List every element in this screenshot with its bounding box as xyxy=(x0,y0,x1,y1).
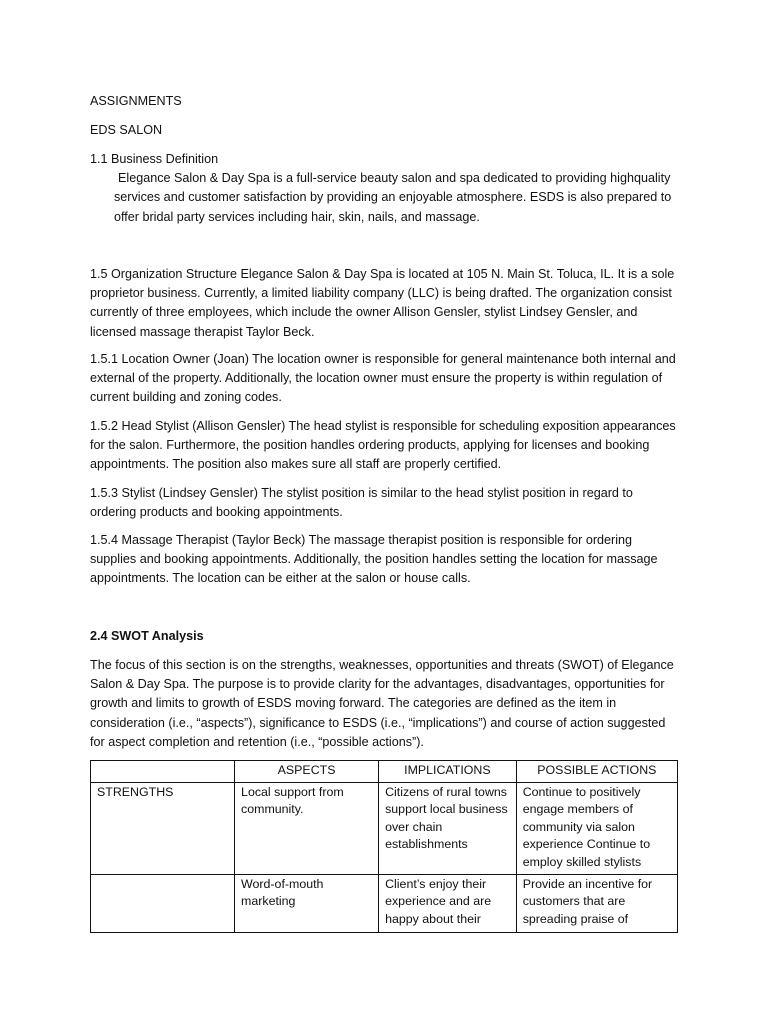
stylist-paragraph: 1.5.3 Stylist (Lindsey Gensler) The stylist position is similar to the head stylist position in regard to ordering products and booking appointments. xyxy=(90,486,633,520)
massage-therapist-paragraph: 1.5.4 Massage Therapist (Taylor Beck) The massage therapist position is responsible for ordering supplies and booking appointments. Additionally, the position handles setting the location for massage appointments. The location can be either at the salon or house calls. xyxy=(90,533,658,586)
header-cell-implications: IMPLICATIONS xyxy=(379,761,517,783)
business-definition-title: 1.1 Business Definition xyxy=(90,152,219,166)
table-cell-implication: Client’s enjoy their experience and are happy about their xyxy=(379,874,517,932)
header-cell-possible-actions: POSSIBLE ACTIONS xyxy=(516,761,677,783)
location-owner-paragraph: 1.5.1 Location Owner (Joan) The location owner is responsible for general maintenance both internal and external of the property. Additionally, the location owner must ensure the property is within regulation of current building and zoning codes. xyxy=(90,352,676,405)
business-definition-text: Elegance Salon & Day Spa is a full-service beauty salon and spa dedicated to providing highquality services and customer satisfaction by providing an enjoyable atmosphere. ESDS is also prepared to offer bridal party services including hair, skin, nails, and massage. xyxy=(114,171,672,224)
swot-intro-paragraph: The focus of this section is on the strengths, weaknesses, opportunities and threats (SWOT) of Elegance Salon & Day Spa. The purpose is to provide clarity for the advantages, disadvantages, opportunities for growth and limits to growth of ESDS moving forward. The categories are defined as the item in consideration (i.e., “aspects”), significance to ESDS (i.e., “implications”) and course of action suggested for aspect completion and retention (i.e., “possible actions”). xyxy=(90,658,674,749)
table-cell-category: STRENGTHS xyxy=(91,782,235,874)
table-cell-implication: Citizens of rural towns support local business over chain establishments xyxy=(379,782,517,874)
header-cell-aspects: ASPECTS xyxy=(235,761,379,783)
table-cell-aspect: Local support from community. xyxy=(235,782,379,874)
table-row xyxy=(91,874,678,932)
business-definition-section xyxy=(90,150,680,227)
header-cell-blank xyxy=(91,761,235,783)
table-cell-category xyxy=(91,874,235,932)
doc-heading-eds-salon: EDS SALON xyxy=(90,123,163,137)
table-row xyxy=(91,782,678,874)
swot-title: 2.4 SWOT Analysis xyxy=(90,629,204,643)
swot-table xyxy=(90,760,678,933)
table-cell-aspect: Word-of-mouth marketing xyxy=(235,874,379,932)
swot-table-header-row xyxy=(91,761,678,783)
head-stylist-paragraph: 1.5.2 Head Stylist (Allison Gensler) The head stylist is responsible for scheduling exposition appearances for the salon. Furthermore, the position handles ordering products, applying for licenses and booking appointments. The position also makes sure all staff are properly certified. xyxy=(90,419,676,472)
table-cell-action: Continue to positively engage members of community via salon experience Continue to employ skilled stylists xyxy=(516,782,677,874)
org-structure-paragraph: 1.5 Organization Structure Elegance Salon & Day Spa is located at 105 N. Main St. Toluca, IL. It is a sole proprietor business. Currently, a limited liability company (LLC) is being drafted. The organization consist currently of three employees, which include the owner Allison Gensler, stylist Lindsey Gensler, and licensed massage therapist Taylor Beck. xyxy=(90,267,675,339)
doc-heading-assignments: ASSIGNMENTS xyxy=(90,94,182,108)
table-cell-action: Provide an incentive for customers that are spreading praise of xyxy=(516,874,677,932)
